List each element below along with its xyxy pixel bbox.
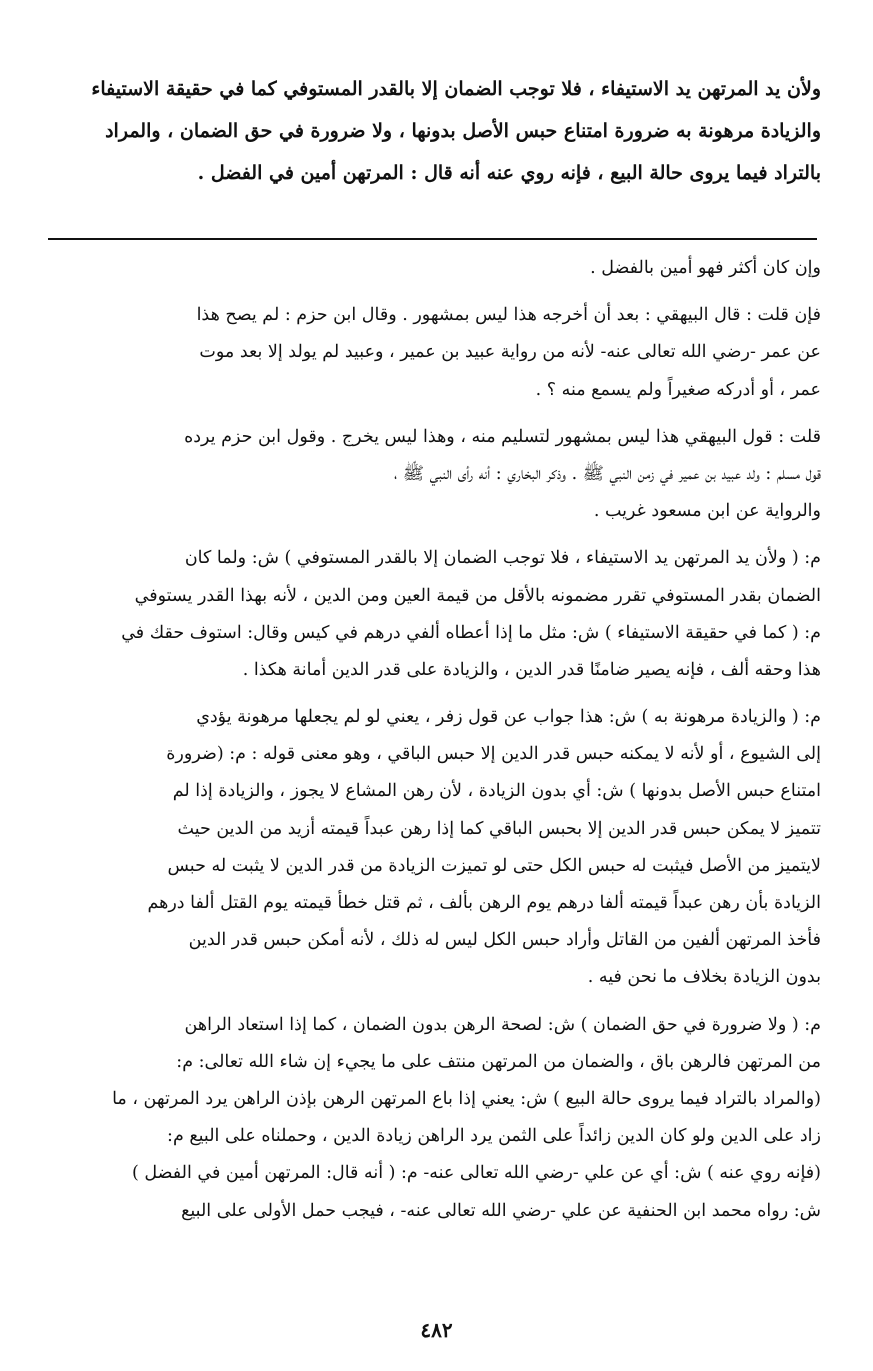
text-line: قلت : قول البيهقي هذا ليس بمشهور لتسليم منه ، وهذا ليس يخرج . وقول ابن حزم يرده — [184, 426, 821, 447]
commentary-paragraph — [40, 1007, 821, 1230]
page-number: ٤٨٢ — [420, 1318, 453, 1342]
commentary-paragraph — [40, 699, 821, 997]
text-line: تتميز لا يمكن حبس قدر الدين إلا بحبس الباقي كما إذا رهن عبداً قيمته أزيد من الدين حيث — [177, 818, 821, 839]
text-line: هذا وحقه ألف ، فإنه يصير ضامنًا قدر الدين ، والزيادة على قدر الدين أمانة هكذا . — [242, 659, 821, 680]
matn-line: بالتراد فيما يروى حالة البيع ، فإنه روي عنه أنه قال : المرتهن أمين في الفضل . — [197, 162, 821, 184]
commentary-paragraph — [40, 419, 821, 531]
text-line: زاد على الدين ولو كان الدين زائداً على الثمن يرد الراهن زيادة الدين ، وحملناه على البيع م: — [167, 1126, 821, 1147]
text-line: امتناع حبس الأصل بدونها ) ش: أي بدون الزيادة ، لأن رهن المشاع لا يجوز ، والزيادة إذا لم — [172, 781, 821, 802]
text-line: قول مسلم : ولد عبيد بن عمير في زمن النبي ﷺ . وذكر البخاري : أنه رأى النبي ﷺ ، — [394, 463, 821, 484]
text-line: (فإنه روي عنه ) ش: أي عن علي -رضي الله تعالى عنه- م: ( أنه قال: المرتهن أمين في الفضل ) — [131, 1163, 821, 1184]
matn-line: والزيادة مرهونة به ضرورة امتناع حبس الأصل بدونها ، ولا ضرورة في حق الضمان ، والمراد — [105, 120, 821, 142]
text-line: م: ( والزيادة مرهونة به ) ش: هذا جواب عن قول زفر ، يعني لو لم يجعلها مرهونة يؤدي — [196, 707, 821, 728]
commentary-paragraph — [40, 250, 821, 287]
text-line: من المرتهن فالرهن باق ، والضمان من المرتهن منتف على ما يجيء إن شاء الله تعالى: م: — [176, 1051, 821, 1072]
text-line: عن عمر -رضي الله تعالى عنه- لأنه من رواية عبيد بن عمير ، وعبيد لم يولد إلا بعد موت — [199, 342, 821, 363]
text-line: بدون الزيادة بخلاف ما نحن فيه . — [587, 967, 821, 988]
text-line: الضمان بقدر المستوفي تقرر مضمونه بالأقل من قيمة العين ومن الدين ، لأنه بهذا القدر يستوفي — [134, 585, 821, 606]
text-line: عمر ، أو أدركه صغيراً ولم يسمع منه ؟ . — [535, 379, 821, 400]
text-line: م: ( كما في حقيقة الاستيفاء ) ش: مثل ما إذا أعطاه ألفي درهم في كيس وقال: استوف حقك في — [121, 622, 821, 643]
text-line: فإن قلت : قال البيهقي : بعد أن أخرجه هذا ليس بمشهور . وقال ابن حزم : لم يصح هذا — [196, 305, 821, 326]
commentary-paragraph — [40, 297, 821, 409]
text-line: فأخذ المرتهن ألفين من القاتل وأراد حبس الكل ليس له ذلك ، لأنه أمكن حبس قدر الدين — [188, 930, 821, 951]
text-line: ش: رواه محمد ابن الحنفية عن علي -رضي الله تعالى عنه- ، فيجب حمل الأولى على البيع — [181, 1200, 821, 1221]
text-line: م: ( ولا ضرورة في حق الضمان ) ش: لصحة الرهن بدون الضمان ، كما إذا استعاد الراهن — [184, 1014, 821, 1035]
separator-rule — [48, 238, 817, 240]
commentary-block — [40, 250, 821, 1240]
text-line: لايتميز من الأصل فيثبت له حبس الكل حتى لو تميزت الزيادة من قدر الدين لا يثبت له حبس — [167, 855, 821, 876]
text-line: وإن كان أكثر فهو أمين بالفضل . — [590, 258, 821, 278]
text-line: الزيادة بأن رهن عبداً قيمته ألفا درهم يوم الرهن بألف ، ثم قتل خطأ قيمته يوم القتل ألفا درهم — [147, 893, 821, 913]
matn-block — [40, 68, 821, 194]
text-line: والرواية عن ابن مسعود غريب . — [593, 501, 821, 522]
text-line: (والمراد بالتراد فيما يروى حالة البيع ) ش: يعني إذا باع المرتهن الرهن بإذن الراهن يرد المرتهن ، ما — [112, 1088, 821, 1109]
commentary-paragraph — [40, 540, 821, 689]
text-line: م: ( ولأن يد المرتهن يد الاستيفاء ، فلا توجب الضمان إلا بالقدر المستوفي ) ش: ولما كان — [184, 548, 821, 569]
text-line: إلى الشيوع ، أو لأنه لا يمكنه حبس قدر الدين إلا حبس الباقي ، وهو معنى قوله : م: (ضرورة — [166, 744, 821, 765]
matn-line: ولأن يد المرتهن يد الاستيفاء ، فلا توجب الضمان إلا بالقدر المستوفي كما في حقيقة الاستيفاء — [91, 78, 821, 100]
